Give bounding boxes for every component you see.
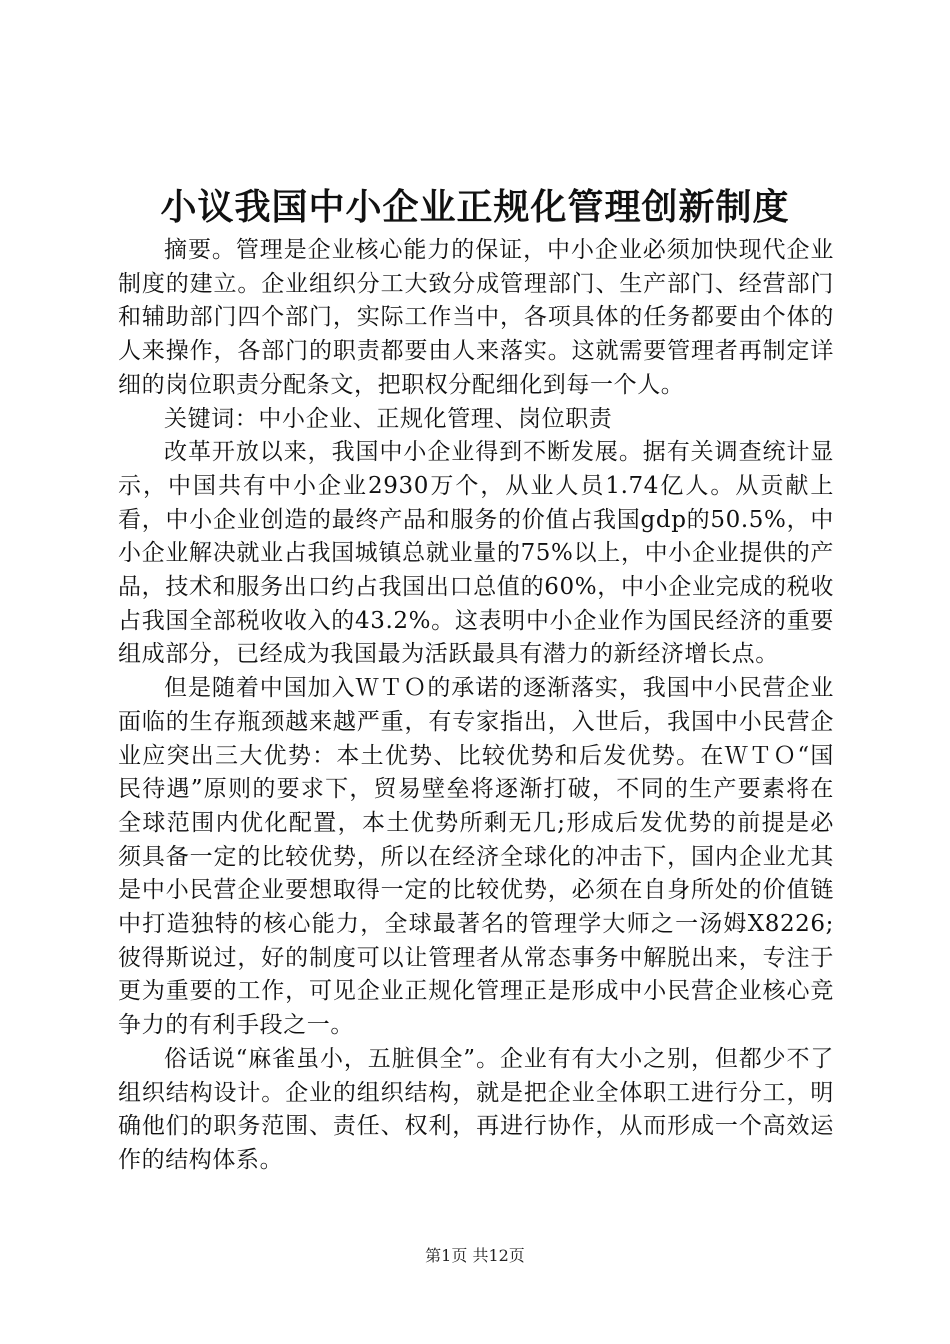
body-paragraph-3: 俗话说“麻雀虽小，五脏俱全”。企业有有大小之别，但都少不了组织结构设计。企业的组织结构，就是把企业全体职工进行分工，明确他们的职务范围、责任、权利，再进行协作，从而形成一个高效运作的结构体系。 [118,1045,834,1173]
document-body [118,234,834,1178]
abstract-paragraph: 摘要。管理是企业核心能力的保证，中小企业必须加快现代企业制度的建立。企业组织分工大致分成管理部门、生产部门、经营部门和辅助部门四个部门，实际工作当中，各项具体的任务都要由个体的人来操作，各部门的职责都要由人来落实。这就需要管理者再制定详细的岗位职责分配条文，把职权分配细化到每一个人。 [118,237,834,398]
document-title: 小议我国中小企业正规化管理创新制度 [160,186,790,228]
page-footer: 第1页 共12页 [425,1246,525,1265]
body-paragraph-1: 改革开放以来，我国中小企业得到不断发展。据有关调查统计显示，中国共有中小企业2930万个，从业人员1.74亿人。从贡献上看，中小企业创造的最终产品和服务的价值占我国gdp的50.5%，中小企业解决就业占我国城镇总就业量的75%以上，中小企业提供的产品，技术和服务出口约占我国出口总值的60%，中小企业完成的税收占我国全部税收收入的43.2%。这表明中小企业作为国民经济的重要组成部分，已经成为我国最为活跃最具有潜力的新经济增长点。 [118,439,834,668]
body-paragraph-2: 但是随着中国加入ＷＴＯ的承诺的逐渐落实，我国中小民营企业面临的生存瓶颈越来越严重，有专家指出，入世后，我国中小民营企业应突出三大优势：本土优势、比较优势和后发优势。在ＷＴＯ“国民待遇”原则的要求下，贸易壁垒将逐渐打破，不同的生产要素将在全球范围内优化配置，本土优势所剩无几;形成后发优势的前提是必须具备一定的比较优势，所以在经济全球化的冲击下，国内企业尤其是中小民营企业要想取得一定的比较优势，必须在自身所处的价值链中打造独特的核心能力，全球最著名的管理学大师之一汤姆X8226;彼得斯说过，好的制度可以让管理者从常态事务中解脱出来，专注于更为重要的工作，可见企业正规化管理正是形成中小民营企业核心竞争力的有利手段之一。 [118,675,834,1039]
keywords-paragraph: 关键词：中小企业、正规化管理、岗位职责 [164,405,613,432]
